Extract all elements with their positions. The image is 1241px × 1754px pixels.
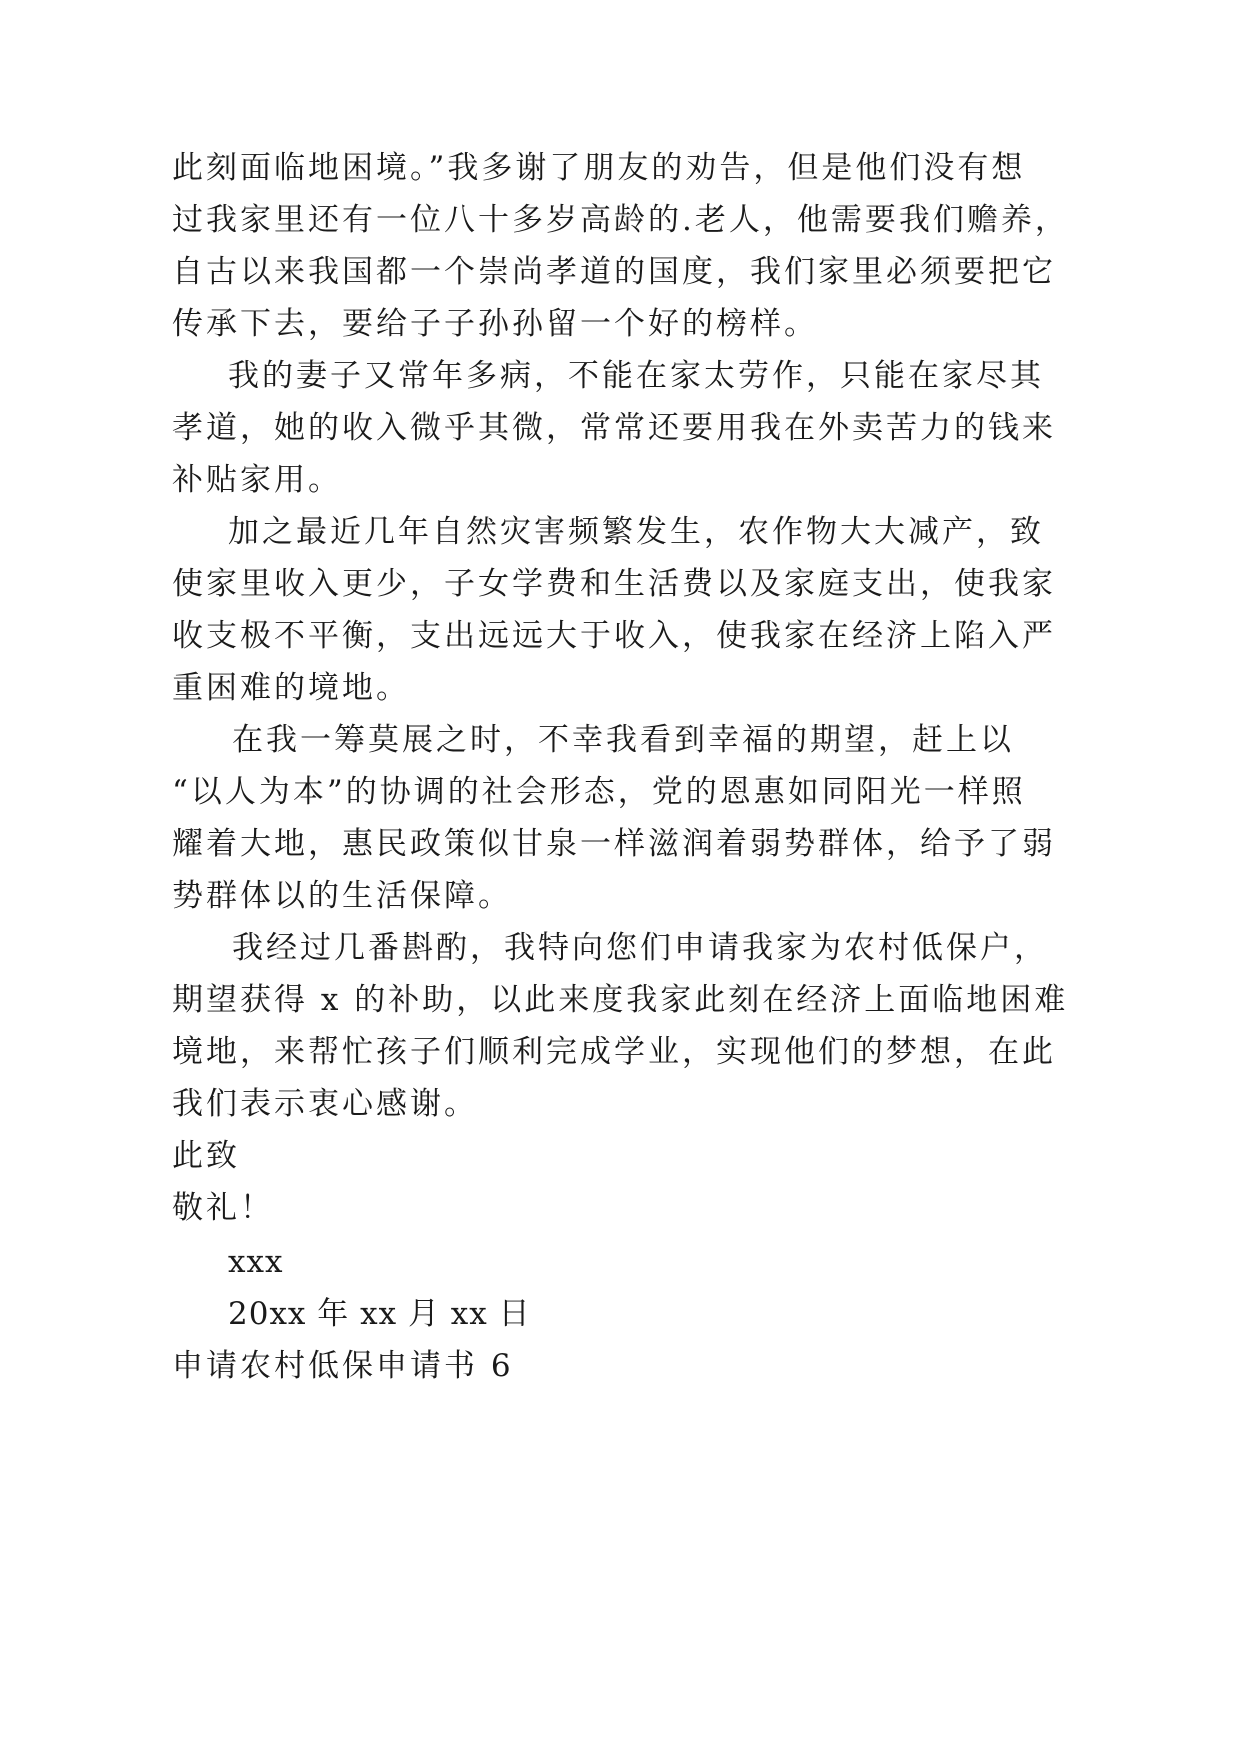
body-line-5: 我的妻子又常年多病，不能在家太劳作，只能在家尽其 — [228, 358, 1044, 394]
body-line-3: 自古以来我国都一个崇尚孝道的国度，我们家里必须要把它 — [172, 254, 1056, 290]
body-line-8: 加之最近几年自然灾害频繁发生，农作物大大减产，致 — [228, 514, 1044, 550]
body-line-13: “以人为本”的协调的社会形态，党的恩惠如同阳光一样照 — [172, 774, 1026, 810]
body-line-16: 我经过几番斟酌，我特向您们申请我家为农村低保户， — [232, 930, 1048, 966]
next-section-title: 申请农村低保申请书 6 — [172, 1348, 514, 1384]
signature-name: xxx — [228, 1244, 284, 1280]
closing-regards: 敬礼！ — [172, 1190, 274, 1226]
body-line-12: 在我一筹莫展之时，不幸我看到幸福的期望，赶上以 — [232, 722, 1014, 758]
body-line-9: 使家里收入更少，子女学费和生活费以及家庭支出，使我家 — [172, 566, 1056, 602]
signature-date: 20xx 年 xx 月 xx 日 — [228, 1296, 531, 1332]
body-line-19: 我们表示衷心感谢。 — [172, 1086, 478, 1122]
body-line-11: 重困难的境地。 — [172, 670, 410, 706]
body-line-6: 孝道，她的收入微乎其微，常常还要用我在外卖苦力的钱来 — [172, 410, 1056, 446]
body-line-15: 势群体以的生活保障。 — [172, 878, 512, 914]
body-line-2: 过我家里还有一位八十多岁高龄的.老人，他需要我们赡养， — [172, 202, 1069, 238]
body-line-1: 此刻面临地困境。”我多谢了朋友的劝告，但是他们没有想 — [172, 150, 1026, 186]
body-line-10: 收支极不平衡，支出远远大于收入，使我家在经济上陷入严 — [172, 618, 1056, 654]
body-line-7: 补贴家用。 — [172, 462, 342, 498]
body-line-4: 传承下去，要给子子孙孙留一个好的榜样。 — [172, 306, 818, 342]
body-line-18: 境地，来帮忙孩子们顺利完成学业，实现他们的梦想，在此 — [172, 1034, 1056, 1070]
closing-salutation: 此致 — [172, 1138, 240, 1174]
body-line-14: 耀着大地，惠民政策似甘泉一样滋润着弱势群体，给予了弱 — [172, 826, 1056, 862]
body-line-17: 期望获得 x 的补助，以此来度我家此刻在经济上面临地困难 — [172, 982, 1069, 1018]
